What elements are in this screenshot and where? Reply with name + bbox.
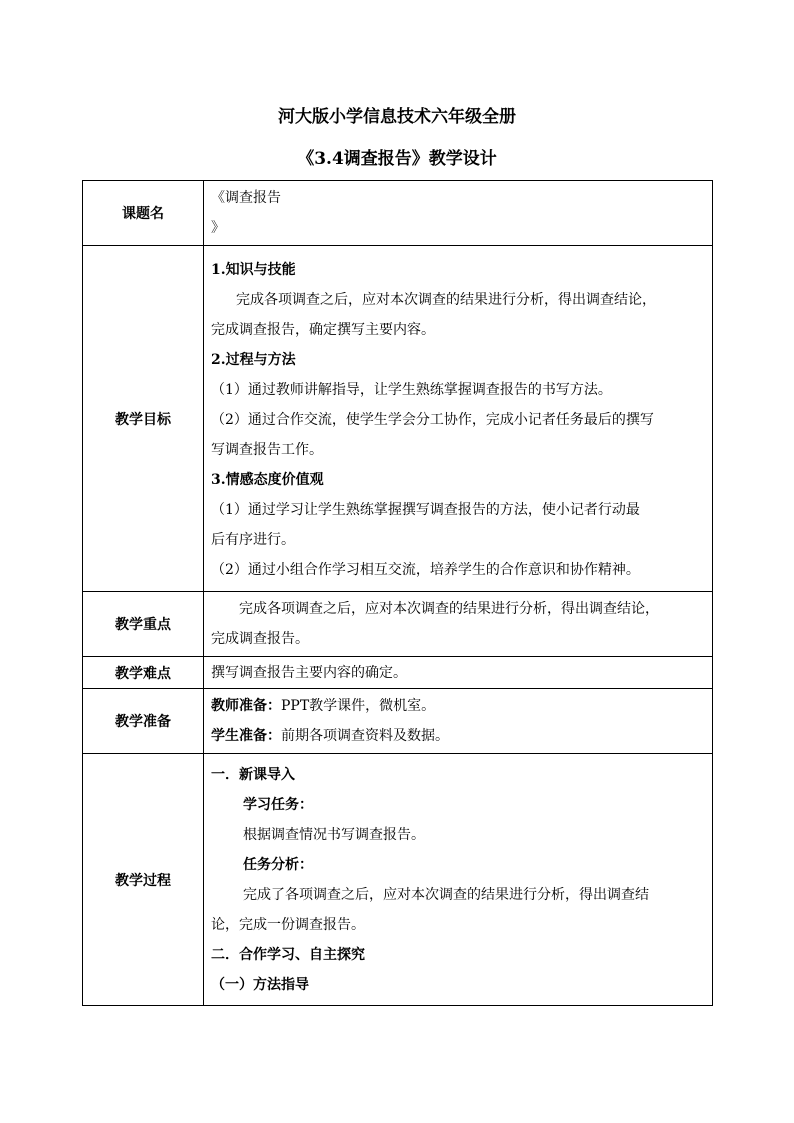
section-heading: 1.知识与技能 — [211, 261, 296, 278]
table-row — [83, 689, 713, 754]
document-subtitle: 《3.4调查报告》教学设计 — [297, 149, 497, 169]
student-prep-line — [211, 721, 706, 751]
row-label-key-points: 教学重点 — [83, 592, 204, 657]
text-line: 撰写调查报告主要内容的确定。 — [211, 664, 407, 681]
table-row — [83, 246, 713, 592]
row-label-process: 教学过程 — [83, 754, 204, 1006]
student-prep-text: 前期各项调查资料及数据。 — [281, 728, 449, 744]
text-line: 完成各项调查之后，应对本次调查的结果进行分析，得出调查结论， — [236, 291, 656, 308]
lesson-plan-table — [82, 180, 713, 1006]
text-line: 完成了各项调查之后，应对本次调查的结果进行分析，得出调查结 — [243, 886, 649, 903]
teacher-prep-label: 教师准备： — [211, 698, 281, 714]
row-label-difficulties: 教学难点 — [83, 657, 204, 689]
topic-line: 《调查报告 — [211, 190, 281, 206]
text-line: （2）通过小组合作学习相互交流，培养学生的合作意识和协作精神。 — [211, 561, 640, 578]
row-label-topic: 课题名 — [83, 181, 204, 246]
table-row — [83, 657, 713, 689]
preparation-cell — [204, 689, 713, 754]
section-heading: 3.情感态度价值观 — [211, 471, 324, 488]
text-line: （1）通过学习让学生熟练掌握撰写调查报告的方法，使小记者行动最 — [211, 501, 640, 518]
text-line: 完成调查报告，确定撰写主要内容。 — [211, 321, 435, 338]
topic-cell — [204, 181, 713, 246]
text-line: （1）通过教师讲解指导，让学生熟练掌握调查报告的书写方法。 — [211, 381, 612, 398]
difficulties-cell — [204, 657, 713, 689]
table-row — [83, 181, 713, 246]
text-line: 完成各项调查之后，应对本次调查的结果进行分析，得出调查结论， — [239, 601, 659, 617]
topic-line: 》 — [211, 220, 225, 236]
table-row — [83, 592, 713, 657]
document-title: 河大版小学信息技术六年级全册 — [278, 107, 516, 127]
key-points-cell — [204, 592, 713, 657]
teacher-prep-line — [211, 691, 706, 721]
sub-heading: 任务分析： — [243, 856, 313, 873]
row-label-objectives: 教学目标 — [83, 246, 204, 592]
text-line: 论，完成一份调查报告。 — [211, 916, 365, 933]
sub-heading: 学习任务： — [243, 796, 313, 813]
text-line: （2）通过合作交流，使学生学会分工协作，完成小记者任务最后的撰写 — [211, 411, 654, 428]
section-heading: 2.过程与方法 — [211, 351, 296, 368]
row-label-preparation: 教学准备 — [83, 689, 204, 754]
objectives-cell — [204, 246, 713, 592]
process-cell — [204, 754, 713, 1006]
text-line: 写调查报告工作。 — [211, 441, 323, 458]
text-line: 后有序进行。 — [211, 531, 295, 548]
sub-heading: （一）方法指导 — [211, 976, 309, 993]
text-line: 根据调查情况书写调查报告。 — [243, 826, 425, 843]
table-row — [83, 754, 713, 1006]
teacher-prep-text: PPT教学课件，微机室。 — [281, 698, 436, 714]
section-heading: 一．新课导入 — [211, 766, 295, 783]
text-line: 完成调查报告。 — [211, 631, 309, 647]
section-heading: 二．合作学习、自主探究 — [211, 946, 365, 963]
student-prep-label: 学生准备： — [211, 728, 281, 744]
